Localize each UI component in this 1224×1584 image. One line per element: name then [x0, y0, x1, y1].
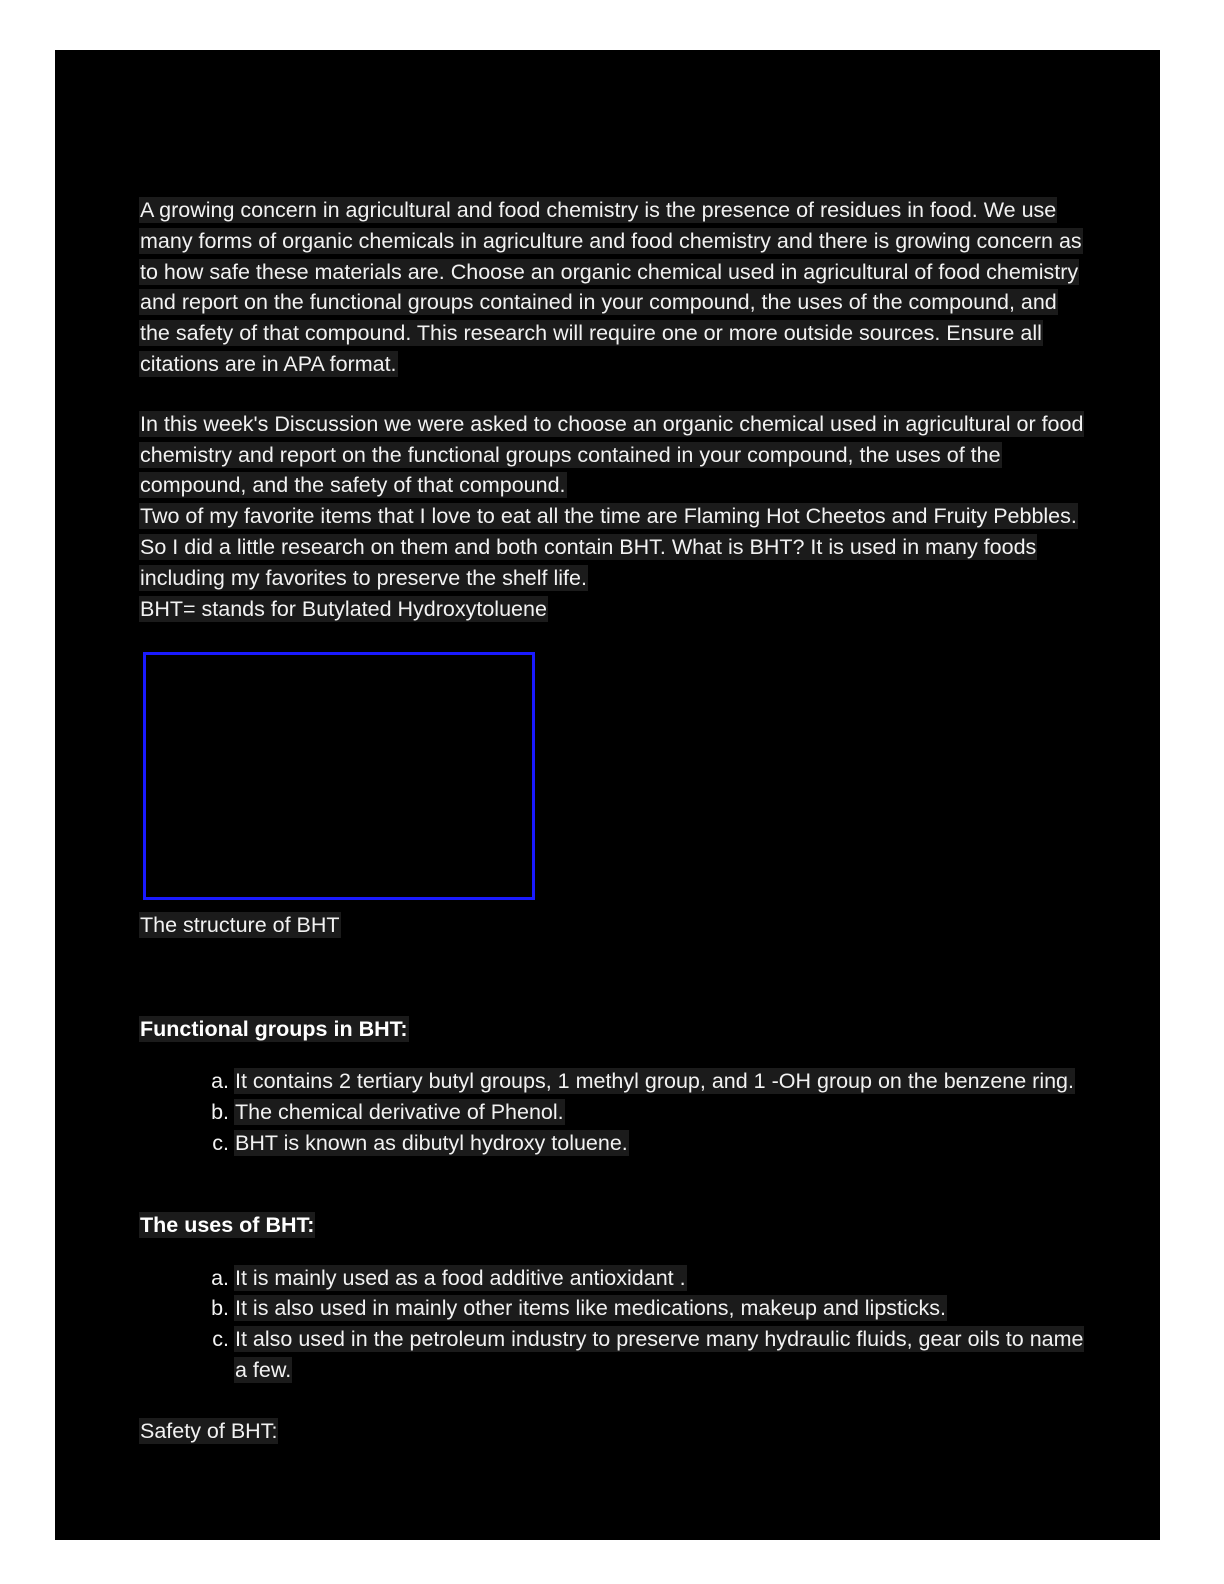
figure-caption: [140, 910, 1085, 941]
list-item-text: It contains 2 tertiary butyl groups, 1 methyl group, and 1 -OH group on the benzene ring.: [235, 1069, 1074, 1094]
list-item: [235, 1066, 1085, 1097]
response-paragraph-1: [140, 409, 1085, 501]
list-item: [235, 1097, 1085, 1128]
abbreviation-line: [140, 594, 1085, 625]
list-item-text: It also used in the petroleum industry to preserve many hydraulic fluids, gear oils to name a few.: [235, 1327, 1084, 1383]
functional-groups-list: [140, 1066, 1085, 1158]
list-item-text: It is also used in mainly other items like medications, makeup and lipsticks.: [235, 1296, 947, 1321]
assignment-prompt-paragraph: [140, 195, 1085, 380]
response-paragraph-1-text: In this week's Discussion we were asked to choose an organic chemical used in agricultural or food chemistry and report on the functional groups contained in your compound, the uses of the compound, and the safety of that compound.: [140, 411, 1084, 498]
response-paragraph-2: [140, 501, 1085, 593]
section-spacer-3: [140, 1386, 1085, 1416]
list-item: [235, 1128, 1085, 1159]
list-item-text: It is mainly used as a food additive antioxidant .: [235, 1265, 686, 1290]
safety-heading-text: Safety of BHT:: [140, 1418, 278, 1443]
section-spacer-1: [140, 963, 1085, 993]
bht-structure-image: [143, 652, 535, 900]
safety-heading: [140, 1416, 1085, 1447]
list-item-text: The chemical derivative of Phenol.: [235, 1100, 564, 1125]
list-item: [235, 1263, 1085, 1294]
section-heading-uses-text: The uses of BHT:: [140, 1213, 315, 1238]
section-spacer-2: [140, 1159, 1085, 1189]
list-item: [235, 1324, 1085, 1386]
assignment-prompt-text: A growing concern in agricultural and food chemistry is the presence of residues in food. We use many forms of organic chemicals in agriculture and food chemistry and there is growing concern as to how safe these materials are. Choose an organic chemical used in agricultural of food chemistry and report on the functional groups contained in your compound, the uses of the compound, and the safety of that compound. This research will require one or more outside sources. Ensure all citations are in APA format.: [140, 198, 1082, 376]
document-page: [55, 50, 1160, 1540]
paragraph-spacer: [140, 380, 1085, 409]
section-heading-uses: [140, 1210, 1085, 1241]
figure-caption-text: The structure of BHT: [140, 913, 340, 938]
section-heading-functional-groups: [140, 1014, 1085, 1045]
list-item: [235, 1293, 1085, 1324]
response-paragraph-2-text: Two of my favorite items that I love to eat all the time are Flaming Hot Cheetos and Fruity Pebbles. So I did a little research on them and both contain BHT. What is BHT? It is used in many foods including my favorites to preserve the shelf life.: [140, 504, 1077, 590]
uses-list: [140, 1263, 1085, 1386]
abbreviation-text: BHT= stands for Butylated Hydroxytoluene: [140, 596, 547, 621]
document-content: [140, 195, 1085, 1447]
section-heading-functional-groups-text: Functional groups in BHT:: [140, 1017, 408, 1042]
list-item-text: BHT is known as dibutyl hydroxy toluene.: [235, 1131, 628, 1156]
